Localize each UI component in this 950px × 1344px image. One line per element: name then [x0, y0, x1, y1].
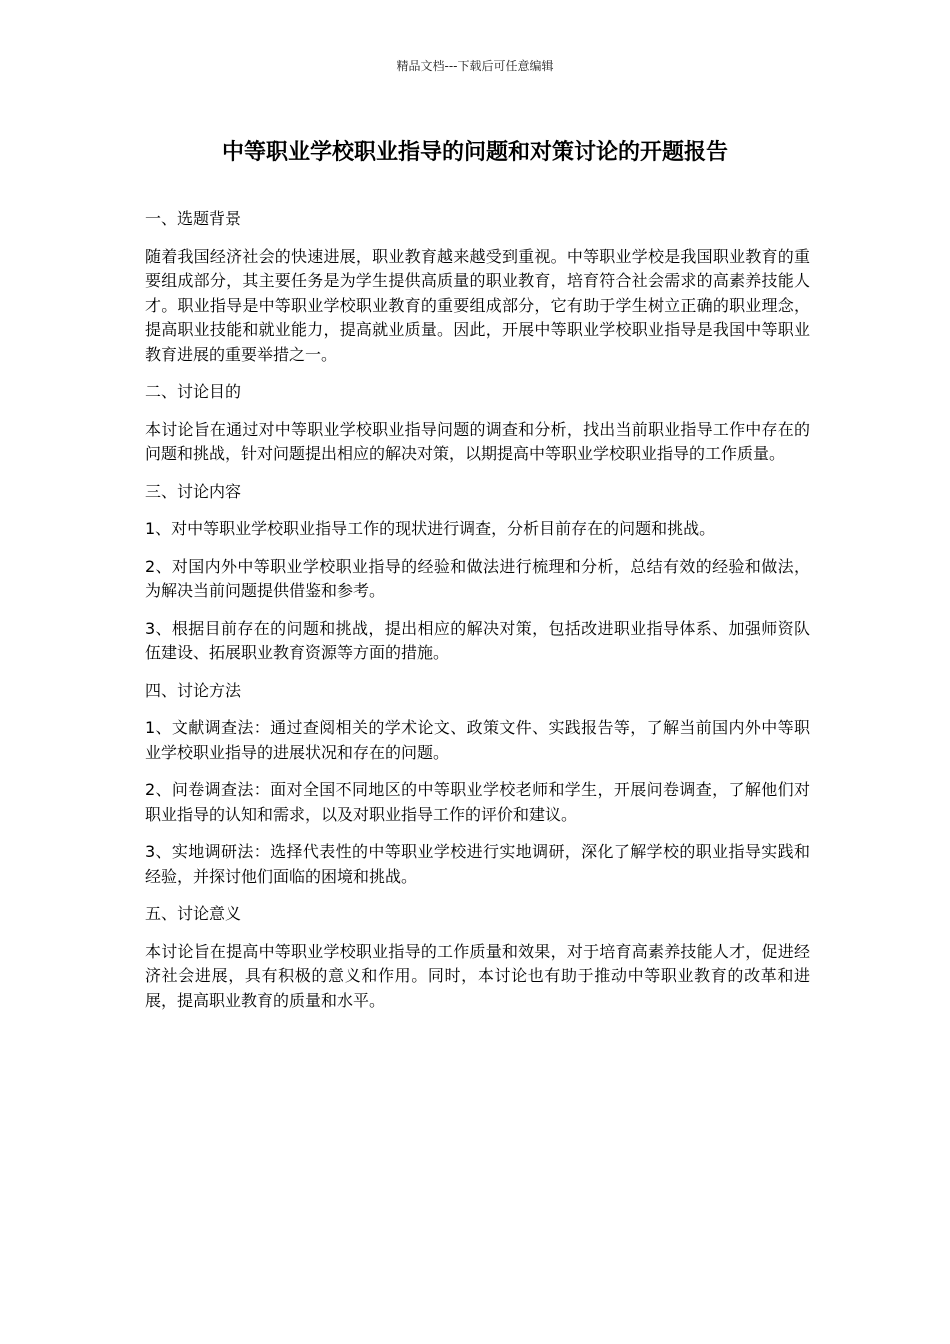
section-heading-significance: 五、讨论意义 — [145, 904, 242, 923]
document-body — [145, 207, 810, 1026]
section-heading-purpose: 二、讨论目的 — [145, 382, 242, 401]
paragraph-content-3: 3、根据目前存在的问题和挑战，提出相应的解决对策，包括改进职业指导体系、加强师资队伍建设、拓展职业教育资源等方面的措施。 — [145, 618, 810, 662]
paragraph-purpose: 本讨论旨在通过对中等职业学校职业指导问题的调查和分析，找出当前职业指导工作中存在的问题和挑战，针对问题提出相应的解决对策，以期提高中等职业学校职业指导的工作质量。 — [145, 419, 810, 463]
paragraph-content-1: 1、对中等职业学校职业指导工作的现状进行调查，分析目前存在的问题和挑战。 — [145, 519, 716, 538]
paragraph-methods-3: 3、实地调研法：选择代表性的中等职业学校进行实地调研，深化了解学校的职业指导实践和经验，并探讨他们面临的困境和挑战。 — [145, 842, 810, 886]
paragraph-methods-1: 1、文献调查法：通过查阅相关的学术论文、政策文件、实践报告等，了解当前国内外中等职业学校职业指导的进展状况和存在的问题。 — [145, 718, 810, 762]
paragraph-content-2: 2、对国内外中等职业学校职业指导的经验和做法进行梳理和分析，总结有效的经验和做法，为解决当前问题提供借鉴和参考。 — [145, 556, 810, 600]
paragraph-methods-2: 2、问卷调查法：面对全国不同地区的中等职业学校老师和学生，开展问卷调查，了解他们对职业指导的认知和需求，以及对职业指导工作的评价和建议。 — [145, 780, 810, 824]
section-heading-methods: 四、讨论方法 — [145, 680, 242, 700]
document-title: 中等职业学校职业指导的问题和对策讨论的开题报告 — [221, 140, 728, 165]
header-note: 精品文档---下载后可任意编辑 — [396, 59, 554, 73]
section-heading-content: 三、讨论内容 — [145, 481, 242, 501]
paragraph-background: 随着我国经济社会的快速进展，职业教育越来越受到重视。中等职业学校是我国职业教育的重要组成部分，其主要任务是为学生提供高质量的职业教育，培育符合社会需求的高素养技能人才。职业指导是中等职业学校职业教育的重要组成部分，它有助于学生树立正确的职业理念，提高职业技能和就业能力，提高就业质量。因此，开展中等职业学校职业指导是我国中等职业教育进展的重要举措之一。 — [145, 246, 810, 364]
section-heading-background: 一、选题背景 — [145, 209, 242, 228]
paragraph-significance: 本讨论旨在提高中等职业学校职业指导的工作质量和效果，对于培育高素养技能人才，促进经济社会进展，具有积极的意义和作用。同时，本讨论也有助于推动中等职业教育的改革和进展，提高职业教育的质量和水平。 — [145, 941, 810, 1010]
